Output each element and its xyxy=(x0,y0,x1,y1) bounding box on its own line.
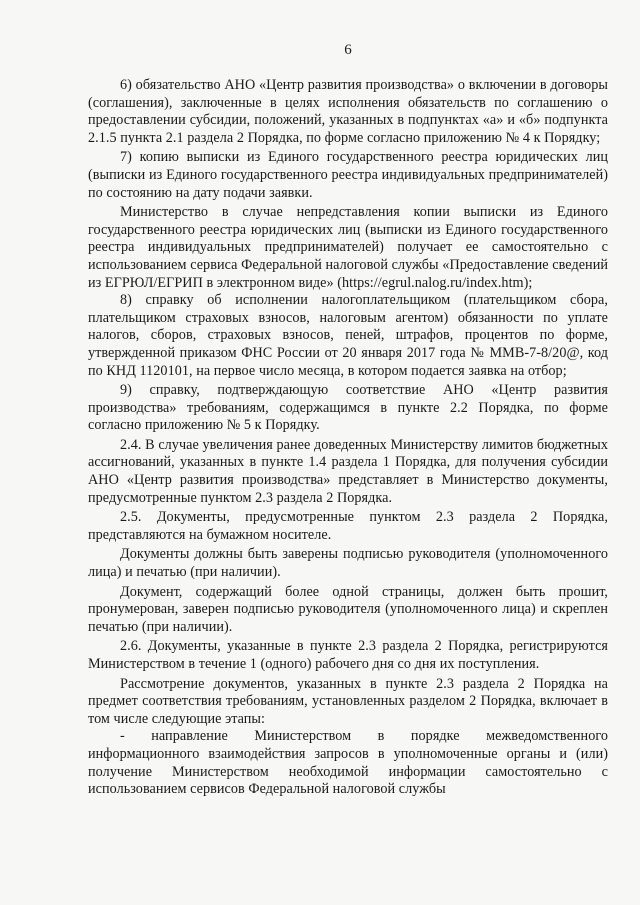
paragraph-item-7: 7) копию выписки из Единого государственного реестра юридических лиц (выписки из Единого государственного реестра индивидуальных предпринимателей) по состоянию на дату подачи заявки. xyxy=(88,149,608,201)
paragraph-review-stages: Рассмотрение документов, указанных в пункте 2.3 раздела 2 Порядка на предмет соответствия требованиям, установленных разделом 2 Порядка, включает в том числе следующие этапы: xyxy=(88,675,608,727)
paragraph-item-9: 9) справку, подтверждающую соответствие АНО «Центр развития производства» требованиям, содержащимся в пункте 2.2 Порядка, по форме согласно приложению № 5 к Порядку. xyxy=(88,382,608,434)
paragraph-ministry-egrul: Министерство в случае непредставления копии выписки из Единого государственного реестра юридических лиц (выписки из Единого государственного реестра индивидуальных предпринимателей) получает ее самостоятельно с использованием сервиса Федеральной налоговой службы «Предоставление сведений из ЕГРЮЛ/ЕГРИП в электронном виде» (https://egrul.nalog.ru/index.htm); xyxy=(88,204,608,291)
paragraph-2-6: 2.6. Документы, указанные в пункте 2.3 раздела 2 Порядка, регистрируются Министерством в течение 1 (одного) рабочего дня со дня их поступления. xyxy=(88,638,608,672)
paragraph-2-4: 2.4. В случае увеличения ранее доведенных Министерству лимитов бюджетных ассигнований, указанных в пункте 1.4 раздела 1 Порядка, для получения субсидии АНО «Центр развития производства» представляет в Министерство документы, предусмотренные пунктом 2.3 раздела 2 Порядка. xyxy=(88,436,608,506)
paragraph-documents-certified: Документы должны быть заверены подписью руководителя (уполномоченного лица) и печатью (при наличии). xyxy=(88,546,608,581)
paragraph-document-bound: Документ, содержащий более одной страницы, должен быть прошит, пронумерован, заверен подписью руководителя (уполномоченного лица) и скреплен печатью (при наличии). xyxy=(88,583,608,635)
paragraph-item-6: 6) обязательство АНО «Центр развития производства» о включении в договоры (соглашения), заключенные в целях исполнения обязательств по соглашению о предоставлении субсидии, положений, указанных в подпунктах «а» и «б» подпункта 2.1.5 пункта 2.1 раздела 2 Порядка, по форме согласно приложению № 4 к Порядку; xyxy=(88,77,608,146)
paragraph-2-5: 2.5. Документы, предусмотренные пунктом 2.3 раздела 2 Порядка, представляются на бумажном носителе. xyxy=(88,509,608,543)
page-number: 6 xyxy=(344,42,352,58)
paragraph-interagency-requests: - направление Министерством в порядке межведомственного информационного взаимодействия запросов в уполномоченные органы и (или) получение Министерством необходимой информации самостоятельно с использованием сервисов Федеральной налоговой службы xyxy=(88,728,608,798)
paragraph-item-8: 8) справку об исполнении налогоплательщиком (плательщиком сбора, плательщиком страховых взносов, налоговым агентом) обязанности по уплате налогов, сборов, страховых взносов, пеней, штрафов, процентов по форме, утвержденной приказом ФНС России от 20 января 2017 года № ММВ-7-8/20@, код по КНД 1120101, на первое число месяца, в котором подается заявка на отбор; xyxy=(88,292,608,379)
